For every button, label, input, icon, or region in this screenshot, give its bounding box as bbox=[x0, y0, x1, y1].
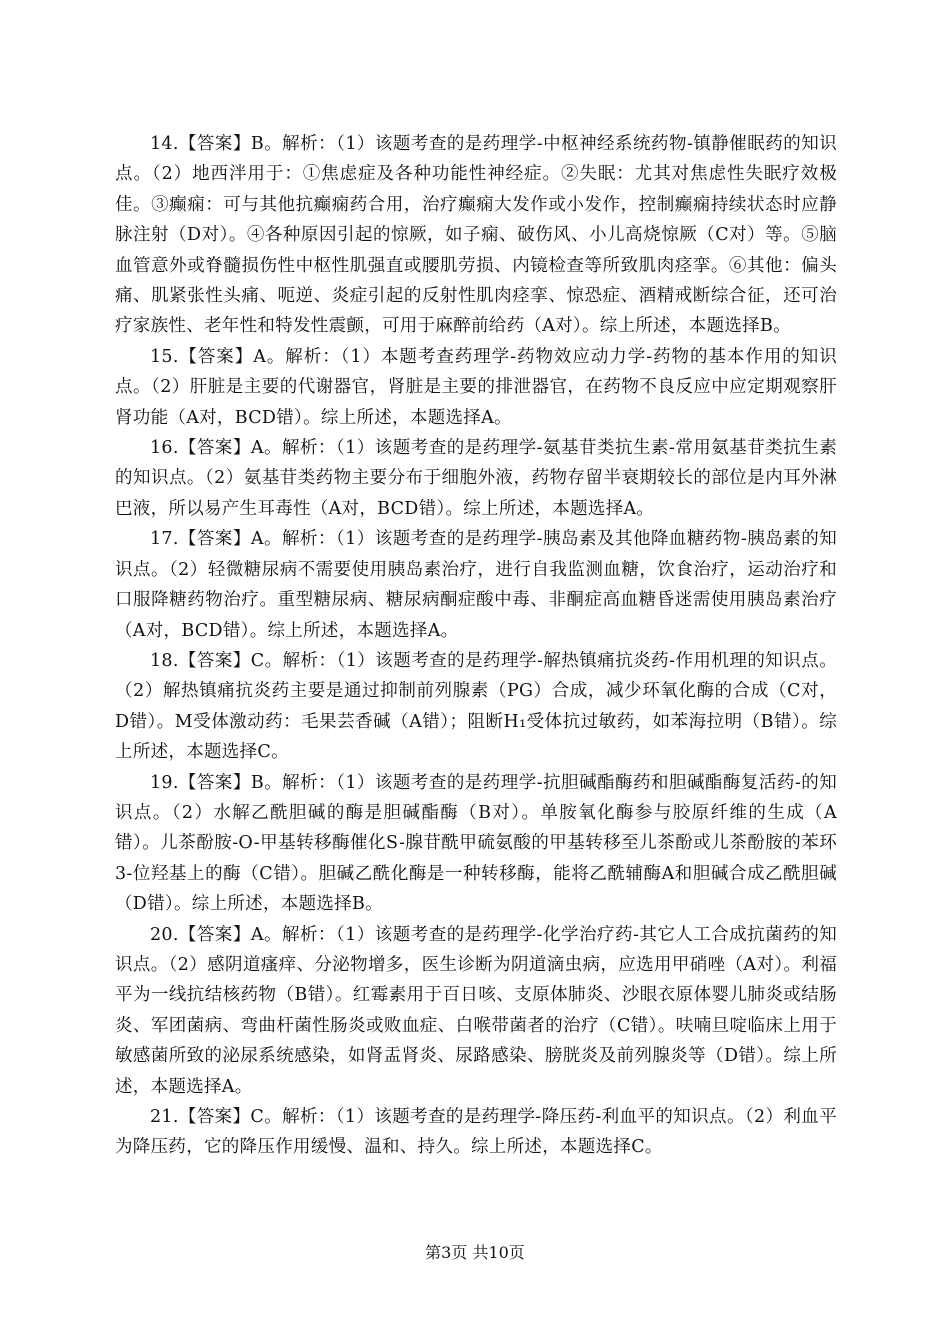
answer-14: 14.【答案】B。解析：（1）该题考查的是药理学-中枢神经系统药物-镇静催眠药的知识点。（2）地西泮用于：①焦虑症及各种功能性神经症。②失眠：尤其对焦虑性失眠疗效极佳。③癫痫：可与其他抗癫痫药合用，治疗癫痫大发作或小发作，控制癫痫持续状态时应静脉注射（D对）。④各种原因引起的惊厥，如子痫、破伤风、小儿高烧惊厥（C对）等。⑤脑血管意外或脊髓损伤性中枢性肌强直或腰肌劳损、内镜检查等所致肌肉痉挛。⑥其他：偏头痛、肌紧张性头痛、呃逆、炎症引起的反射性肌肉痉挛、惊恐症、酒精戒断综合征，还可治疗家族性、老年性和特发性震颤，可用于麻醉前给药（A对）。综上所述，本题选择B。 bbox=[115, 134, 837, 337]
page-number: 第3页 共10页 bbox=[425, 1243, 525, 1262]
answer-15: 15.【答案】A。解析：（1）本题考查药理学-药物效应动力学-药物的基本作用的知识点。（2）肝脏是主要的代谢器官，肾脏是主要的排泄器官，在药物不良反应中应定期观察肝肾功能（A对，BCD错）。综上所述，本题选择A。 bbox=[115, 346, 837, 428]
answer-19: 19.【答案】B。解析：（1）该题考查的是药理学-抗胆碱酯酶药和胆碱酯酶复活药-的知识点。（2）水解乙酰胆碱的酶是胆碱酯酶（B对）。单胺氧化酶参与胶原纤维的生成（A错）。儿茶酚胺-O-甲基转移酶催化S-腺苷酰甲硫氨酸的甲基转移至儿茶酚或儿茶酚胺的苯环3-位羟基上的酶（C错）。胆碱乙酰化酶是一种转移酶，能将乙酰辅酶A和胆碱合成乙酰胆碱（D错）。综上所述，本题选择B。 bbox=[115, 772, 837, 915]
answer-20: 20.【答案】A。解析：（1）该题考查的是药理学-化学治疗药-其它人工合成抗菌药的知识点。（2）感阴道瘙痒、分泌物增多，医生诊断为阴道滴虫病，应选用甲硝唑（A对）。利福平为一线抗结核药物（B错）。红霉素用于百日咳、支原体肺炎、沙眼衣原体婴儿肺炎或结肠炎、军团菌病、弯曲杆菌性肠炎或败血症、白喉带菌者的治疗（C错）。呋喃旦啶临床上用于敏感菌所致的泌尿系统感染，如肾盂肾炎、尿路感染、膀胱炎及前列腺炎等（D错）。综上所述，本题选择A。 bbox=[115, 924, 837, 1097]
answer-21: 21.【答案】C。解析：（1）该题考查的是药理学-降压药-利血平的知识点。（2）利血平为降压药，它的降压作用缓慢、温和、持久。综上所述，本题选择C。 bbox=[115, 1107, 837, 1158]
answer-list bbox=[115, 129, 837, 1163]
answer-16: 16.【答案】A。解析：（1）该题考查的是药理学-氨基苷类抗生素-常用氨基苷类抗生素的知识点。（2）氨基苷类药物主要分布于细胞外液，药物存留半衰期较长的部位是内耳外淋巴液，所以易产生耳毒性（A对，BCD错）。综上所述，本题选择A。 bbox=[115, 438, 837, 519]
answer-17: 17.【答案】A。解析：（1）该题考查的是药理学-胰岛素及其他降血糖药物-胰岛素的知识点。（2）轻微糖尿病不需要使用胰岛素治疗，进行自我监测血糖，饮食治疗，运动治疗和口服降糖药物治疗。重型糖尿病、糖尿病酮症酸中毒、非酮症高血糖昏迷需使用胰岛素治疗（A对，BCD错）。综上所述，本题选择A。 bbox=[115, 529, 837, 641]
answer-18: 18.【答案】C。解析：（1）该题考查的是药理学-解热镇痛抗炎药-作用机理的知识点。（2）解热镇痛抗炎药主要是通过抑制前列腺素（PG）合成，减少环氧化酶的合成（C对，D错）。M受体激动药：毛果芸香碱（A错）；阻断H₁受体抗过敏药，如苯海拉明（B错）。综上所述，本题选择C。 bbox=[115, 650, 837, 763]
